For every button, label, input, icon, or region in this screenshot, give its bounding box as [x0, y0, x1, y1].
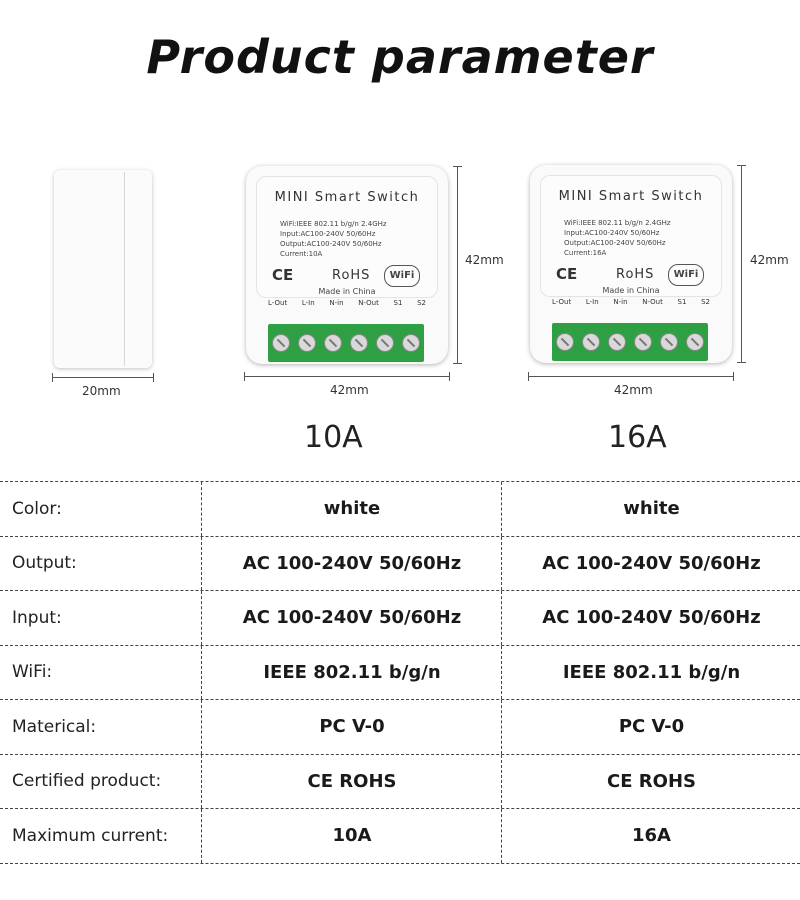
screw-icon — [298, 334, 316, 352]
side-width-dimension: 20mm — [82, 384, 121, 398]
table-row — [0, 700, 800, 755]
row-label: Certified product: — [12, 771, 162, 792]
device-spec-current: Current:10A — [280, 250, 323, 258]
table-row — [0, 537, 800, 592]
pin-label: S2 — [701, 298, 710, 306]
table-row — [0, 481, 800, 537]
side-view-image — [54, 170, 152, 368]
screw-icon — [272, 334, 290, 352]
value-16a: AC 100-240V 50/60Hz — [501, 537, 800, 591]
device-10a-width-dimension: 42mm — [330, 383, 369, 397]
device-spec-input: Input:AC100-240V 50/60Hz — [280, 230, 376, 238]
device-10a-height-line — [457, 166, 458, 364]
rohs-mark: RoHS — [332, 268, 371, 283]
pin-labels — [268, 299, 426, 307]
value-10a: CE ROHS — [201, 755, 502, 809]
value-16a: white — [501, 482, 800, 536]
wifi-logo: WiFi — [384, 265, 420, 287]
screw-icon — [686, 333, 704, 351]
pin-label: S1 — [393, 299, 403, 307]
device-10a-height-dimension: 42mm — [465, 253, 504, 267]
value-16a: IEEE 802.11 b/g/n — [501, 646, 800, 700]
side-width-dimension-line — [52, 377, 154, 378]
terminal-block — [268, 324, 424, 362]
device-10a-image — [246, 166, 448, 364]
device-spec-output: Output:AC100-240V 50/60Hz — [564, 239, 666, 247]
value-10a: PC V-0 — [201, 700, 502, 754]
rohs-mark: RoHS — [616, 267, 655, 282]
screw-icon — [402, 334, 420, 352]
terminal-block — [552, 323, 708, 361]
screw-icon — [582, 333, 600, 351]
row-label: WiFi: — [12, 662, 53, 683]
row-label: Output: — [12, 553, 77, 574]
device-spec-current: Current:16A — [564, 249, 607, 257]
screw-icon — [660, 333, 678, 351]
pin-label: N-in — [613, 298, 628, 306]
value-10a: 10A — [201, 809, 502, 863]
device-spec-wifi: WiFi:IEEE 802.11 b/g/n 2.4GHz — [280, 220, 387, 228]
page-title: Product parameter — [146, 30, 654, 84]
device-10a-width-line — [244, 376, 450, 377]
pin-label: L-In — [585, 298, 599, 306]
device-spec-wifi: WiFi:IEEE 802.11 b/g/n 2.4GHz — [564, 219, 671, 227]
pin-label: L-In — [301, 299, 315, 307]
pin-label: N-Out — [358, 299, 379, 307]
pin-label: N-in — [329, 299, 344, 307]
value-10a: AC 100-240V 50/60Hz — [201, 537, 502, 591]
screw-icon — [376, 334, 394, 352]
device-16a-height-dimension: 42mm — [750, 253, 789, 267]
value-16a: 16A — [501, 809, 800, 863]
screw-icon — [634, 333, 652, 351]
device-title: MINI Smart Switch — [558, 189, 704, 204]
value-10a: AC 100-240V 50/60Hz — [201, 591, 502, 645]
pin-label: S1 — [677, 298, 687, 306]
table-row — [0, 809, 800, 864]
device-16a-height-line — [741, 165, 742, 363]
device-title: MINI Smart Switch — [274, 190, 420, 205]
pin-label: N-Out — [642, 298, 663, 306]
screw-icon — [324, 334, 342, 352]
device-spec-input: Input:AC100-240V 50/60Hz — [564, 229, 660, 237]
device-spec-output: Output:AC100-240V 50/60Hz — [280, 240, 382, 248]
table-row — [0, 591, 800, 646]
device-16a-width-line — [528, 376, 734, 377]
table-row — [0, 755, 800, 810]
value-16a: CE ROHS — [501, 755, 800, 809]
value-10a: IEEE 802.11 b/g/n — [201, 646, 502, 700]
row-label: Materical: — [12, 716, 97, 737]
row-label: Input: — [12, 607, 62, 628]
wifi-logo: WiFi — [668, 264, 704, 286]
ce-mark: CE — [272, 266, 294, 284]
table-row — [0, 646, 800, 701]
device-16a-width-dimension: 42mm — [614, 383, 653, 397]
row-label: Maximum current: — [12, 825, 169, 846]
value-10a: white — [201, 482, 502, 536]
pin-label: L-Out — [552, 298, 572, 306]
screw-icon — [350, 334, 368, 352]
value-16a: PC V-0 — [501, 700, 800, 754]
made-in-text: Made in China — [602, 286, 660, 295]
model-label-10a: 10A — [304, 420, 363, 455]
screw-icon — [608, 333, 626, 351]
pin-label: L-Out — [268, 299, 288, 307]
ce-mark: CE — [556, 265, 578, 283]
value-16a: AC 100-240V 50/60Hz — [501, 591, 800, 645]
pin-labels — [552, 298, 710, 306]
model-label-16a: 16A — [608, 420, 667, 455]
parameter-table — [0, 481, 800, 864]
device-16a-image — [530, 165, 732, 363]
screw-icon — [556, 333, 574, 351]
row-label: Color: — [12, 498, 62, 519]
pin-label: S2 — [417, 299, 426, 307]
made-in-text: Made in China — [318, 287, 376, 296]
